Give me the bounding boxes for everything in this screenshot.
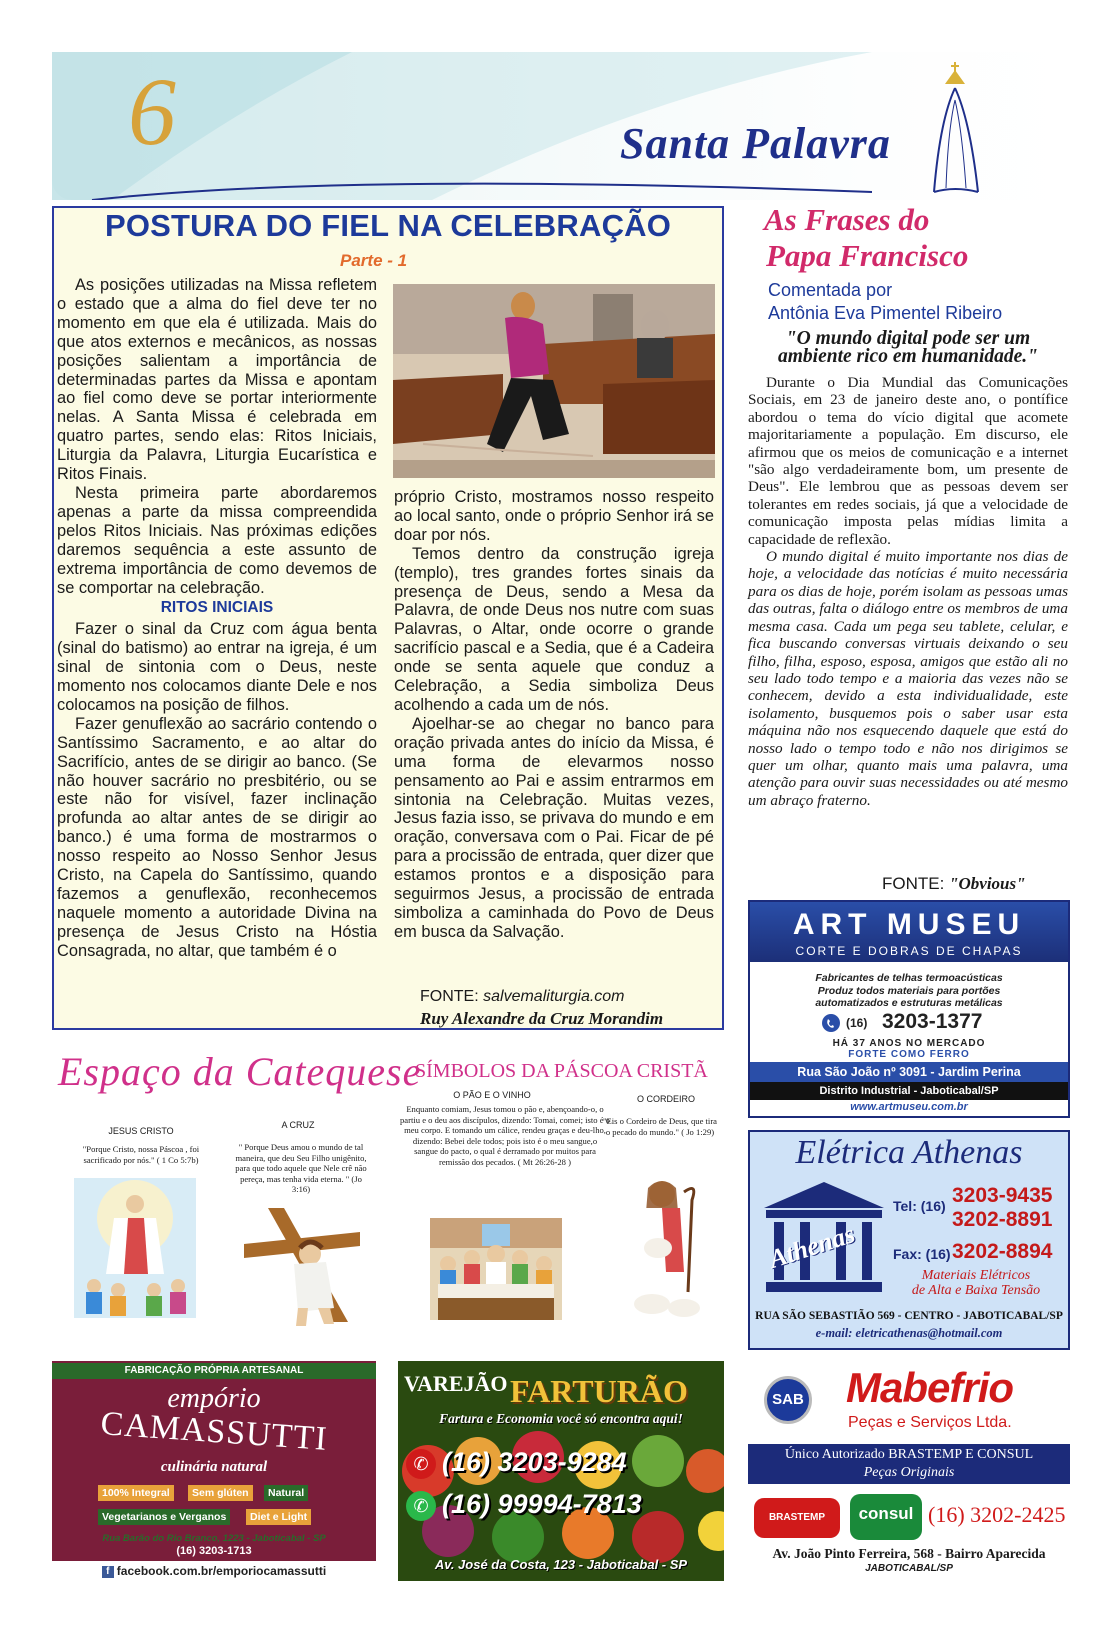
catequese-heading: O CORDEIRO bbox=[636, 1094, 695, 1104]
whatsapp-icon: ✆ bbox=[406, 1491, 436, 1521]
ad-address: Rua São João nº 3091 - Jardim Perina bbox=[750, 1062, 1068, 1082]
source-name: "Obvious" bbox=[949, 874, 1026, 893]
fax-label: Fax: (16) bbox=[893, 1246, 951, 1262]
ad-years: HÁ 37 ANOS NO MERCADO bbox=[832, 1038, 986, 1049]
article-title: POSTURA DO FIEL NA CELEBRAÇÃO bbox=[104, 208, 672, 243]
article-paragraph: Nesta primeira parte abordaremos apenas a parte da missa compreendida pelos Ritos Iniciais. Nas próximas edições daremos sequência a este assunto de extrema importância de como devemos de se comportar na celebração. bbox=[57, 483, 377, 597]
facebook-link[interactable]: facebook.com.br/emporiocamassutti bbox=[116, 1564, 327, 1578]
ad-name: FARTURÃO bbox=[510, 1373, 688, 1409]
fax-number[interactable]: 3202-8894 bbox=[952, 1240, 1053, 1263]
tel-numbers bbox=[952, 1184, 1052, 1232]
ad-line: Peças Originais bbox=[863, 1465, 955, 1480]
phone-icon bbox=[822, 1014, 840, 1032]
source-label: FONTE: bbox=[420, 988, 479, 1005]
ad-name: VAREJÃO bbox=[404, 1371, 508, 1396]
catequese-verse: " Porque Deus amou o mundo de tal maneira, que deu Seu Filho unigênito, para que todo aquele que Nele crê não pereça, mas tenha vida eterna. " (Jo 3:16) bbox=[235, 1142, 367, 1194]
ad-line: automatizados e estruturas metálicas bbox=[815, 997, 1003, 1009]
ad-top-band: FABRICAÇÃO PRÓPRIA ARTESANAL bbox=[52, 1363, 376, 1379]
article-author: Ruy Alexandre da Cruz Morandim bbox=[420, 1009, 664, 1028]
article-paragraph: Fazer o sinal da Cruz com água benta (sinal do batismo) ao entrar na igreja, é um sinal de sintonia com o Deus, neste momento nos colocamos diante Dele e nos colocamos na posição de filhos. bbox=[57, 620, 377, 714]
catequese-heading: A CRUZ bbox=[281, 1120, 315, 1130]
ad-banner bbox=[748, 1444, 1070, 1484]
frases-title-line: Papa Francisco bbox=[766, 238, 969, 273]
phone-number[interactable]: 3202-8891 bbox=[952, 1208, 1053, 1231]
ad-motto: FORTE COMO FERRO bbox=[848, 1049, 970, 1060]
sab-logo: SAB bbox=[764, 1376, 812, 1424]
source-label: FONTE: bbox=[882, 874, 945, 893]
ad-mabefrio[interactable] bbox=[748, 1362, 1070, 1587]
ad-tag: 100% Integral bbox=[98, 1485, 174, 1501]
catequese-verse: "Eis o Cordeiro de Deus, que tira o pecado do mundo." ( Jo 1:29) bbox=[602, 1116, 717, 1137]
ad-facebook[interactable] bbox=[52, 1561, 376, 1581]
ad-address: Av. José da Costa, 123 - Jaboticabal - SP bbox=[434, 1557, 688, 1572]
frases-source bbox=[882, 874, 1026, 894]
ad-emporio-camassutti[interactable] bbox=[52, 1361, 376, 1581]
ad-address: Rua Barão do Rio Branco, 1223 - Jaboticabal - SP bbox=[102, 1533, 326, 1544]
ad-tag: Diet e Light bbox=[246, 1509, 311, 1525]
ad-name: empório bbox=[167, 1383, 261, 1414]
catequese-subtitle: SÍMBOLOS DA PÁSCOA CRISTÃ bbox=[415, 1060, 708, 1082]
catequese-verse: "Porque Cristo, nossa Páscoa , foi sacrificado por nós." ( 1 Co 5:7b) bbox=[82, 1144, 200, 1165]
article-source bbox=[420, 988, 625, 1006]
ad-city: JABOTICABAL/SP bbox=[865, 1563, 953, 1574]
lamb-of-god-illustration bbox=[618, 1172, 708, 1322]
ad-email[interactable]: e-mail: eletricathenas@hotmail.com bbox=[815, 1326, 1003, 1340]
ad-description bbox=[750, 972, 1068, 1010]
ad-eletrica-athenas[interactable] bbox=[748, 1130, 1070, 1350]
ad-description bbox=[888, 1268, 1064, 1298]
article-column-right bbox=[394, 488, 714, 942]
ad-line: Materiais Elétricos bbox=[921, 1268, 1031, 1283]
byline-label: Comentada por bbox=[768, 280, 893, 300]
article-column-left bbox=[57, 276, 377, 961]
ad-line: de Alta e Baixa Tensão bbox=[911, 1283, 1041, 1298]
phone-number[interactable]: 3203-1377 bbox=[882, 1010, 983, 1033]
brastemp-logo: BRASTEMP bbox=[754, 1498, 840, 1538]
phone-number[interactable]: (16) 3203-9284 bbox=[442, 1447, 627, 1477]
catequese-verse: Enquanto comiam, Jesus tomou o pão e, abençoando-o, o partiu e o deu aos discípulos, dizendo: Tomai, comei; isto é o meu corpo. E tomando um cálice, rendeu graças e deu-lho, dizendo: Bebei dele todos; pois isto é o meu sangue,o sangue do pacto, o qual é derramado por muitos para remissão dos pecados. ( Mt 26:26-28 ) bbox=[400, 1104, 610, 1167]
ad-subname: Peças e Serviços Ltda. bbox=[848, 1414, 1012, 1431]
phone-number[interactable]: 3203-9435 bbox=[952, 1184, 1053, 1207]
ad-name: Elétrica Athenas bbox=[795, 1134, 1023, 1171]
ad-varejao-fartura[interactable] bbox=[398, 1361, 724, 1581]
ad-tag: Vegetarianos e Verganos bbox=[98, 1509, 230, 1525]
frases-title bbox=[764, 202, 968, 274]
article-subtitle: Parte - 1 bbox=[340, 251, 408, 270]
article-paragraph: Ajoelhar-se ao chegar no banco para oração privada antes do início da Missa, é uma forma de elevarmos nosso pensamento ao Pai e assim entrarmos em sintonia na Celebração. Muitas vezes, Jesus fazia isso, se privava do mundo e em oração, conversava com o Pai. Ficar de pé para a procissão de entrada, quer dizer que estamos prontos e a disposição para seguirmos Jesus, a procissão de entrada simboliza a caminhada do Povo de Deus em busca da Salvação. bbox=[394, 714, 714, 941]
ad-name: ART MUSEU bbox=[792, 908, 1026, 941]
catequese-heading: O PÃO E O VINHO bbox=[453, 1090, 531, 1100]
article-paragraph: Fazer genuflexão ao sacrário contendo o Santíssimo Sacramento, e ao altar do Sacrifício, antes de se dirigir ao banco. (Se não houver sacrário no presbitério, ou se este não for visível, fazer inclinação profunda ao altar antes de se dirigir ao banco.) é uma forma de mostrarmos o nosso respeito ao Nosso Senhor Jesus Cristo, na Capela do Santíssimo, quando fazemos a genuflexão, reconhecemos naquele momento a autoridade Divina na presença de Jesus Cristo na Hóstia Consagrada, no altar, que também é o bbox=[57, 714, 377, 960]
jesus-christ-illustration bbox=[74, 1178, 196, 1318]
ad-tag: Sem glúten bbox=[188, 1485, 253, 1501]
ad-name: CAMASSUTTI bbox=[99, 1405, 329, 1458]
ad-slogan: culinária natural bbox=[160, 1459, 268, 1475]
phone-number[interactable]: (16) 3202-2425 bbox=[928, 1502, 1066, 1527]
ad-line: Único Autorizado BRASTEMP E CONSUL bbox=[784, 1447, 1034, 1462]
catequese-title: Espaço da Catequese bbox=[58, 1049, 422, 1094]
page-number: 6 bbox=[128, 58, 176, 165]
frases-byline bbox=[768, 279, 1002, 325]
frases-paragraph: Durante o Dia Mundial das Comunicações Sociais, em 23 de janeiro deste ano, o pontífice abordou o tema do vício digital que acomete majoritariamente a população. Em discurso, ele afirmou que os meios de comunicação e a internet "são algo verdadeiramente bom, um presente de Deus". Ele lembrou que as pessoas devem ser tolerantes em redes sociais, já que a velocidade de comunicação imposta pelas mídias limita a capacidade de reflexão. bbox=[748, 374, 1068, 548]
source-link[interactable]: salvemaliturgia.com bbox=[483, 988, 625, 1005]
section-brand: Santa Palavra bbox=[620, 119, 891, 168]
byline-author: Antônia Eva Pimentel Ribeiro bbox=[768, 303, 1003, 323]
frases-title-line: As Frases do bbox=[764, 202, 930, 237]
cross-illustration bbox=[238, 1204, 366, 1326]
catequese-heading: JESUS CRISTO bbox=[108, 1126, 174, 1136]
ad-district: Distrito Industrial - Jaboticabal/SP bbox=[750, 1082, 1068, 1100]
ad-logo-text: Athenas bbox=[765, 1219, 859, 1274]
ad-art-museu[interactable] bbox=[748, 900, 1070, 1118]
ad-address: RUA SÃO SEBASTIÃO 569 - CENTRO - JABOTICABAL/SP bbox=[755, 1310, 1063, 1322]
our-lady-icon bbox=[920, 60, 990, 200]
frases-quote: "O mundo digital pode ser um ambiente rico em humanidade." bbox=[778, 328, 1038, 367]
consul-logo: consul bbox=[850, 1494, 922, 1540]
ad-line: Produz todos materiais para portões bbox=[817, 984, 1001, 997]
ad-website[interactable]: www.artmuseu.com.br bbox=[850, 1101, 968, 1113]
kneeling-woman-photo bbox=[393, 284, 715, 478]
ad-name: Mabefrio bbox=[846, 1364, 1014, 1411]
ad-tag: Natural bbox=[264, 1485, 308, 1501]
article-paragraph: próprio Cristo, mostramos nosso respeito ao local santo, onde o próprio Senhor irá se doar por nós. bbox=[394, 488, 714, 544]
ad-tagline: CORTE E DOBRAS DE CHAPAS bbox=[795, 944, 1023, 958]
last-supper-illustration bbox=[430, 1218, 562, 1320]
phone-ddd: (16) bbox=[846, 1016, 868, 1030]
phone-icon: ✆ bbox=[406, 1449, 436, 1479]
ad-address: Av. João Pinto Ferreira, 568 - Bairro Aparecida bbox=[772, 1546, 1046, 1561]
article-paragraph: Temos dentro da construção igreja (templo), tres grandes fortes sinais da presença de Deus, sendo a Mesa da Palavra, de onde Deus nos nutre com suas Palavras, o Altar, onde ocorre o grande sacrifício pascal e a Sedia, que é a Cadeira onde se senta aquele que conduz a Celebração, a Sedia simboliza Deus acolhendo a cada um de nós. bbox=[394, 544, 714, 714]
facebook-icon: f bbox=[102, 1566, 114, 1578]
ad-slogan: Fartura e Economia você só encontra aqui! bbox=[439, 1411, 683, 1426]
phone-number[interactable]: (16) 99994-7813 bbox=[442, 1489, 642, 1519]
article-paragraph: As posições utilizadas na Missa refletem o estado que a alma do fiel deve ter no momento em que ela é utilizada. Mais do que atos externos e mecânicos, as nossas posições salientam a importância de determinadas partes da Missa e apontam ao fiel como deve se portar interiormente nelas. A Santa Missa é celebrada em quatro partes, sendo elas: Ritos Iniciais, Liturgia da Palavra, Liturgia Eucarística e Ritos Finais. bbox=[57, 276, 377, 484]
frases-body bbox=[748, 374, 1068, 809]
section-heading: RITOS INICIAIS bbox=[160, 599, 274, 617]
frases-paragraph: O mundo digital é muito importante nos dias de hoje, a velocidade das notícias é muito necessária para os dias de hoje, porém isolam as pessoas umas das outras, falta o diálogo entre os membros de uma mesma casa. Cada um pega seu tablete, celular, e fica buscando conversas virtuais deixando o seu filho, filha, esposo, esposa, amigos que estão ali no seu lado todo tempo e a maioria das vezes não se conhecem, devido a esta individualidade, este isolamento, busquemos pois o saber usar esta máquina não nos esquecendo daquele que está do nosso lado o tempo todo e não nos dirigimos se quer um olhar, quanto mais uma palavra, uma atenção para ouvir suas necessidades ou até mesmo um abraço fraterno. bbox=[748, 548, 1068, 809]
ad-line: Fabricantes de telhas termoacústicas bbox=[815, 972, 1003, 984]
phone-number[interactable]: (16) 3203-1713 bbox=[176, 1545, 252, 1557]
tel-label: Tel: (16) bbox=[893, 1198, 946, 1214]
